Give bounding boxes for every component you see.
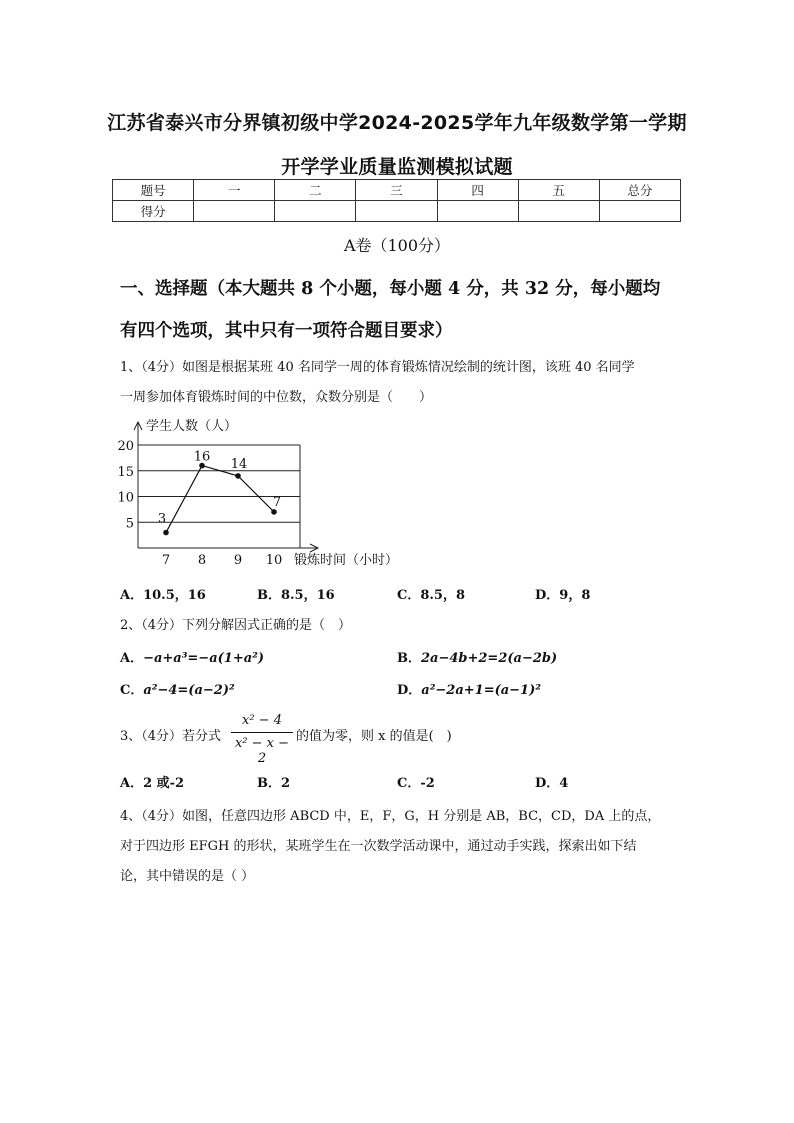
score-table-cell: 题号 [113, 180, 194, 201]
x-axis-label: 锻炼时间（小时） [294, 553, 399, 568]
q2-option-d[interactable] [397, 679, 541, 698]
y-axis-label: 学生人数（人） [146, 419, 238, 434]
score-table-blank-cell [356, 201, 437, 222]
y-tick-label: 15 [117, 464, 134, 480]
q1-stem-line1: 1、（4分）如图是根据某班 40 名同学一周的体育锻炼情况绘制的统计图，该班 40 名同学 [120, 360, 635, 375]
q2-option-b-label: B． [397, 651, 421, 666]
score-table-cell: 得分 [113, 201, 194, 222]
score-table-cell: 五 [518, 180, 599, 201]
data-point [163, 530, 169, 536]
score-table-blank-cell [599, 201, 680, 222]
q2-option-a-label: A． [120, 651, 144, 666]
q3-option-d[interactable]: D．4 [535, 776, 569, 791]
x-tick-label: 9 [233, 553, 243, 568]
q3-fraction-bar [231, 732, 293, 733]
exam-title-line1: 江苏省泰兴市分界镇初级中学2024-2025学年九年级数学第一学期 [107, 112, 687, 134]
data-label: 3 [157, 511, 167, 527]
q1-option-b[interactable]: B．8.5，16 [257, 588, 335, 603]
x-tick-label: 10 [265, 553, 283, 568]
y-tick-label: 20 [117, 439, 134, 454]
score-table-cell: 一 [194, 180, 275, 201]
y-tick-label: 5 [125, 516, 134, 532]
data-label: 16 [193, 449, 211, 465]
q2-option-d-expr: a²−2a+1=(a−1)² [421, 683, 541, 698]
score-table-header-row [113, 180, 681, 201]
q1-option-c[interactable]: C．8.5，8 [397, 588, 466, 603]
q2-option-a-expr: −a+a³=−a(1+a²) [143, 651, 264, 666]
data-point [235, 473, 241, 479]
score-table-score-row [113, 201, 681, 222]
q3-option-c[interactable]: C．-2 [397, 776, 435, 791]
q3-option-a[interactable]: A．2 或-2 [120, 776, 185, 791]
data-label: 7 [272, 494, 282, 510]
data-point [271, 509, 277, 515]
q1-option-d[interactable]: D．9，8 [535, 588, 591, 603]
score-table [112, 179, 681, 222]
y-tick-label: 10 [117, 490, 134, 506]
q2-option-c-label: C． [120, 683, 144, 698]
q2-option-b-expr: 2a−4b+2=2(a−2b) [421, 651, 558, 666]
exam-title-line2: 开学学业质量监测模拟试题 [281, 156, 513, 178]
q4-stem-line1: 4、（4分）如图，任意四边形 ABCD 中，E，F，G，H 分别是 AB，BC，CD，DA 上的点， [120, 809, 661, 824]
q1-stem-line2: 一周参加体育锻炼时间的中位数，众数分别是（ ） [120, 390, 433, 405]
score-table-cell: 总分 [599, 180, 680, 201]
q2-option-c-expr: a²−4=(a−2)² [143, 683, 235, 698]
line-chart [110, 410, 420, 570]
q3-suffix: 的值为零，则 x 的值是( ) [296, 729, 452, 744]
score-table-blank-cell [275, 201, 356, 222]
part1-heading-line2: 有四个选项，其中只有一项符合题目要求） [120, 321, 453, 341]
q2-option-c[interactable] [120, 679, 235, 698]
x-tick-label: 7 [161, 553, 171, 568]
q2-option-b[interactable] [397, 647, 557, 666]
q3-option-b[interactable]: B．2 [257, 776, 291, 791]
q2-stem: 2、（4分）下列分解因式正确的是（ ） [120, 618, 352, 633]
q2-option-a[interactable] [120, 647, 264, 666]
q1-option-a[interactable]: A．10.5，16 [120, 588, 206, 603]
q4-stem-line2: 对于四边形 EFGH 的形状，某班学生在一次数学活动课中，通过动手实践，探索出如下结 [120, 839, 637, 854]
section-a-heading: A卷（100分） [343, 236, 451, 255]
q2-option-d-label: D． [397, 683, 422, 698]
score-table-blank-cell [437, 201, 518, 222]
score-table-cell: 二 [275, 180, 356, 201]
score-table-blank-cell [194, 201, 275, 222]
score-table-blank-cell [518, 201, 599, 222]
data-label: 14 [230, 456, 248, 472]
q4-stem-line3: 论，其中错误的是（ ） [120, 869, 255, 884]
q3-fraction-numerator: x² − 4 [242, 713, 282, 728]
q3-prefix: 3、（4分）若分式 [120, 729, 222, 744]
part1-heading-line1: 一、选择题（本大题共 8 个小题，每小题 4 分，共 32 分，每小题均 [120, 279, 661, 299]
score-table-cell: 四 [437, 180, 518, 201]
q3-fraction-denominator: x² − x − 2 [234, 736, 290, 766]
score-table-cell: 三 [356, 180, 437, 201]
x-tick-label: 8 [197, 553, 207, 568]
